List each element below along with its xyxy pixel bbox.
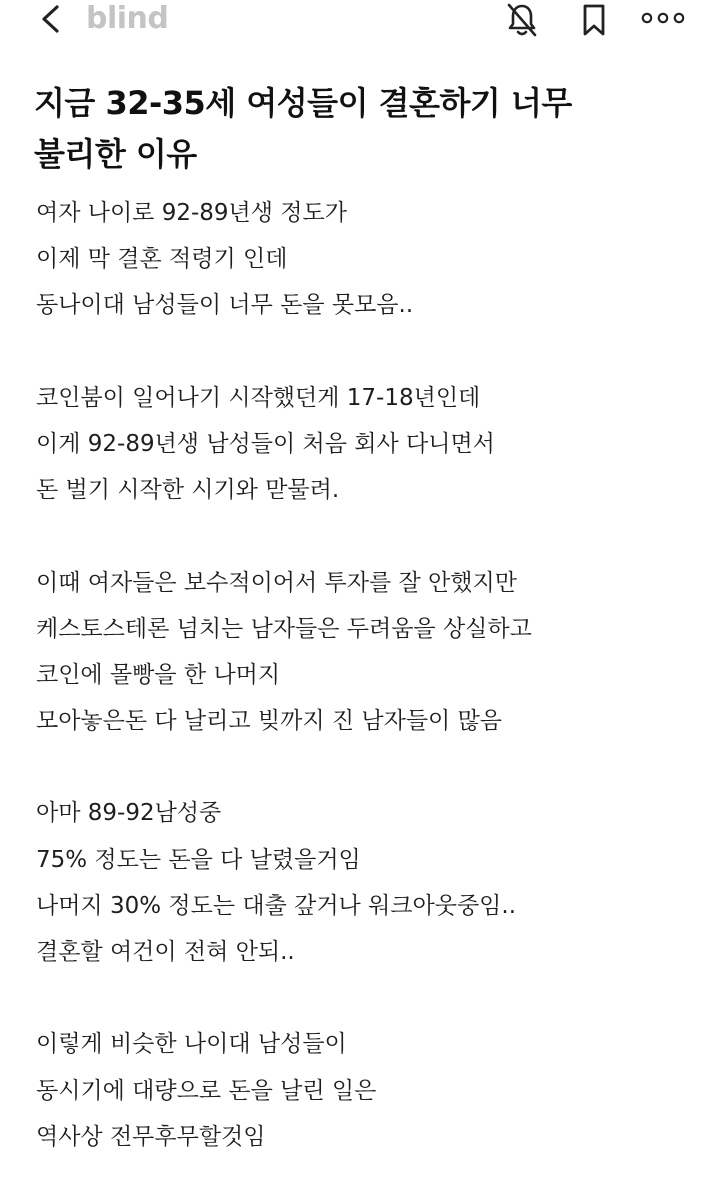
bell-off-icon[interactable]: [505, 2, 539, 38]
body-line: 케스토스테론 넘치는 남자들은 두려움을 상실하고: [36, 615, 532, 642]
body-line: 돈 벌기 시작한 시기와 맏물려.: [36, 477, 340, 504]
body-line: 코인에 몰빵을 한 나머지: [36, 661, 281, 688]
body-line: 동시기에 대량으로 돈을 날린 일은: [36, 1077, 377, 1104]
paragraph-gap: [36, 975, 696, 1021]
body-line: 아마 89-92남성중: [36, 800, 222, 827]
post-body: [36, 190, 696, 1160]
body-line: 나머지 30% 정도는 대출 갚거나 워크아웃중임..: [36, 892, 517, 919]
body-line: 코인붐이 일어나기 시작했던게 17-18년인데: [36, 384, 481, 411]
body-line: 이렇게 비슷한 나이대 남성들이: [36, 1031, 347, 1058]
body-line: 이게 92-89년생 남성들이 처음 회사 다니면서: [36, 430, 495, 457]
post-title-line: 불리한 이유: [34, 135, 197, 173]
body-line: 여자 나이로 92-89년생 정도가: [36, 200, 347, 226]
body-line: 75% 정도는 돈을 다 날렸을거임: [36, 846, 361, 873]
more-dots-icon[interactable]: [640, 8, 686, 28]
top-bar: [0, 0, 720, 44]
body-line: 이때 여자들은 보수적이어서 투자를 잘 안했지만: [36, 569, 517, 596]
paragraph-gap: [36, 513, 696, 559]
body-line: 결혼할 여건이 전혀 안되..: [36, 939, 295, 965]
post-title-line: 지금 32-35세 여성들이 결혼하기 너무: [34, 84, 572, 122]
blind-logo: blind: [86, 1, 169, 36]
post-title: [34, 78, 684, 180]
body-line: 동나이대 남성들이 너무 돈을 못모음..: [36, 292, 414, 319]
body-line: 이제 막 결혼 적령기 인데: [36, 246, 288, 273]
paragraph-gap: [36, 744, 696, 790]
paragraph-gap: [36, 329, 696, 375]
bookmark-icon[interactable]: [579, 3, 609, 37]
body-line: 역사상 전무후무할것임: [36, 1123, 266, 1150]
body-line: 모아놓은돈 다 날리고 빚까지 진 남자들이 많음: [36, 708, 503, 735]
chevron-left-icon[interactable]: [38, 4, 64, 34]
